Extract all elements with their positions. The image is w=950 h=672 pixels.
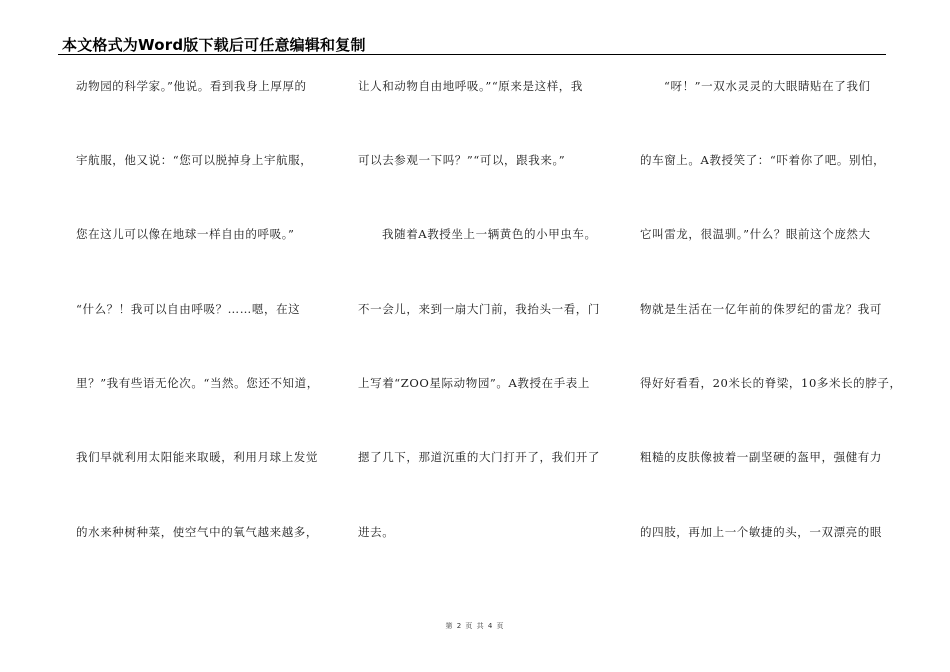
page-number-footer: 第 2 页 共 4 页	[445, 622, 505, 630]
text-line: 粗糙的皮肤像披着一副坚硬的盔甲，强健有力	[640, 450, 882, 464]
text-line: 物就是生活在一亿年前的侏罗纪的雷龙？我可	[640, 302, 882, 316]
text-line: 的车窗上。A教授笑了：“吓着你了吧。别怕，	[640, 153, 886, 167]
text-line: 宇航服，他又说：“您可以脱掉身上宇航服，	[76, 153, 313, 167]
text-line: “什么？！我可以自由呼吸？……嗯，在这	[76, 302, 301, 316]
text-line: 不一会儿，来到一扇大门前，我抬头一看，门	[358, 302, 600, 316]
text-line: 可以去参观一下吗？”“可以，跟我来。”	[358, 153, 566, 167]
text-line: 动物园的科学家。”他说。看到我身上厚厚的	[76, 79, 307, 93]
text-line: 的水来种树种菜，使空气中的氧气越来越多，	[76, 525, 318, 539]
header-divider	[58, 54, 886, 55]
text-line: 进去。	[358, 525, 395, 539]
text-line: 让人和动物自由地呼吸。”“原来是这样，我	[358, 79, 584, 93]
text-line: 我们早就利用太阳能来取暖，利用月球上发觉	[76, 450, 318, 464]
document-header-title: 本文格式为Word版下载后可任意编辑和复制	[62, 36, 366, 54]
text-line: 摁了几下，那道沉重的大门打开了，我们开了	[358, 450, 600, 464]
text-line: 您在这儿可以像在地球一样自由的呼吸。”	[76, 227, 295, 241]
text-line: “呀！”一双水灵灵的大眼睛贴在了我们	[664, 79, 871, 93]
text-line: 它叫雷龙，很温驯。”什么？眼前这个庞然大	[640, 227, 871, 241]
text-line: 得好好看看，20米长的脊梁，10多米长的脖子，	[640, 376, 902, 390]
text-line: 上写着“ZOO星际动物园”。A教授在手表上	[358, 376, 591, 390]
text-line: 里？”我有些语无伦次。“当然。您还不知道，	[76, 376, 319, 390]
text-line: 的四肢，再加上一个敏捷的头，一双漂亮的眼	[640, 525, 882, 539]
text-line: 我随着A教授坐上一辆黄色的小甲虫车。	[382, 227, 597, 241]
